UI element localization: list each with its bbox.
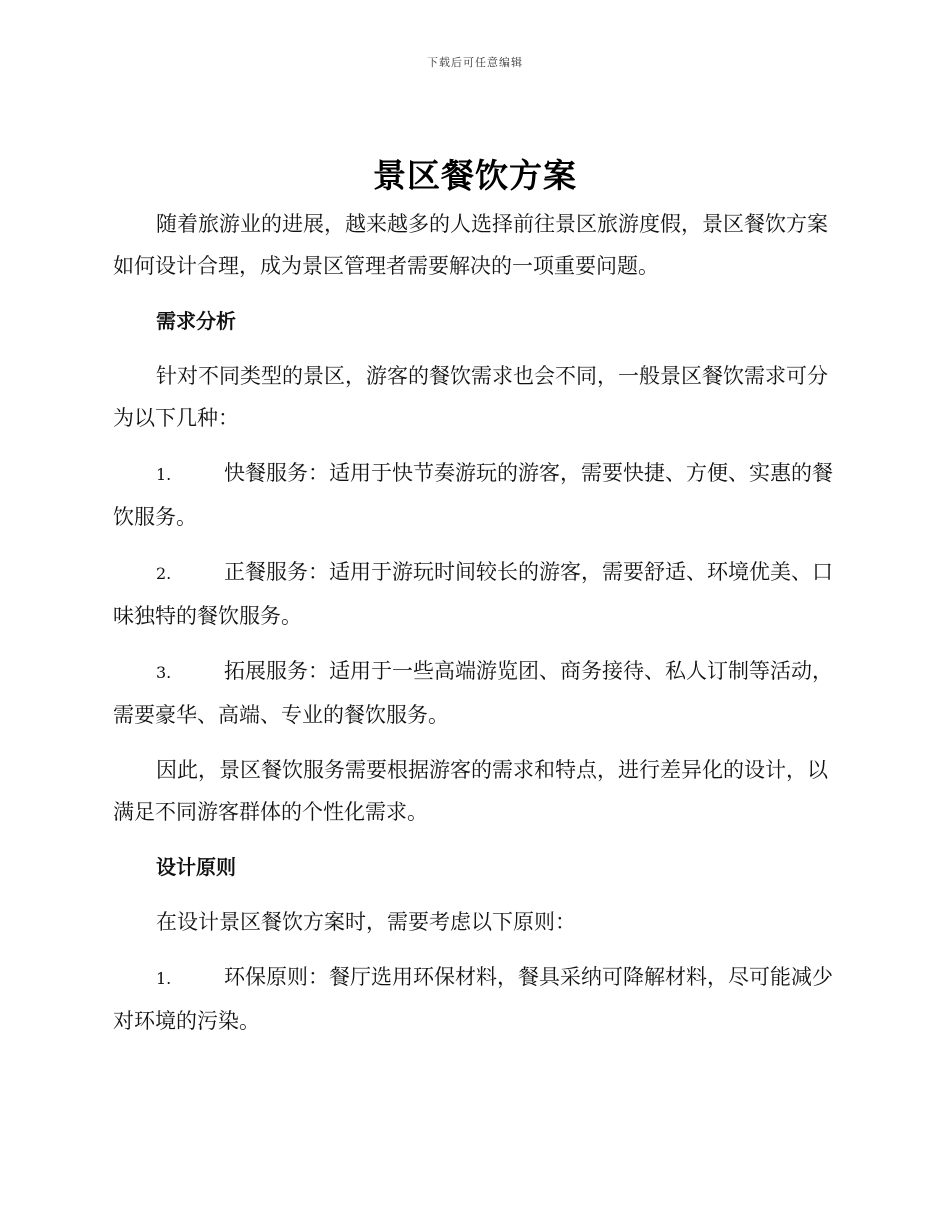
list-item	[113, 551, 837, 637]
demand-lead-paragraph: 针对不同类型的景区，游客的餐饮需求也会不同，一般景区餐饮需求可分为以下几种：	[113, 364, 828, 430]
page-header-note: 下载后可任意编辑	[427, 56, 523, 69]
list-item-number: 2.	[156, 564, 172, 583]
section-heading-demand-analysis: 需求分析	[156, 309, 236, 333]
list-item-number: 1.	[156, 969, 172, 988]
list-item-text: 快餐服务：适用于快节奏游玩的游客，需要快捷、方便、实惠的餐饮服务。	[113, 461, 833, 529]
list-item	[113, 956, 837, 1042]
list-item-text: 环保原则：餐厅选用环保材料，餐具采纳可降解材料，尽可能减少对环境的污染。	[113, 965, 833, 1033]
list-item	[113, 452, 837, 538]
document-body	[113, 203, 837, 1055]
list-item-number: 3.	[156, 663, 172, 682]
demand-conclusion-paragraph: 因此，景区餐饮服务需要根据游客的需求和特点，进行差异化的设计，以满足不同游客群体的个性化需求。	[113, 758, 828, 824]
list-item-text: 拓展服务：适用于一些高端游览团、商务接待、私人订制等活动，需要豪华、高端、专业的餐饮服务。	[113, 659, 833, 727]
intro-paragraph: 随着旅游业的进展，越来越多的人选择前往景区旅游度假，景区餐饮方案如何设计合理，成为景区管理者需要解决的一项重要问题。	[113, 212, 828, 278]
principles-lead-paragraph: 在设计景区餐饮方案时，需要考虑以下原则：	[156, 910, 576, 934]
list-item-number: 1.	[156, 465, 172, 484]
section-heading-design-principles: 设计原则	[156, 855, 236, 879]
list-item	[113, 650, 837, 736]
list-item-text: 正餐服务：适用于游玩时间较长的游客，需要舒适、环境优美、口味独特的餐饮服务。	[113, 560, 833, 628]
document-title: 景区餐饮方案	[373, 156, 577, 195]
